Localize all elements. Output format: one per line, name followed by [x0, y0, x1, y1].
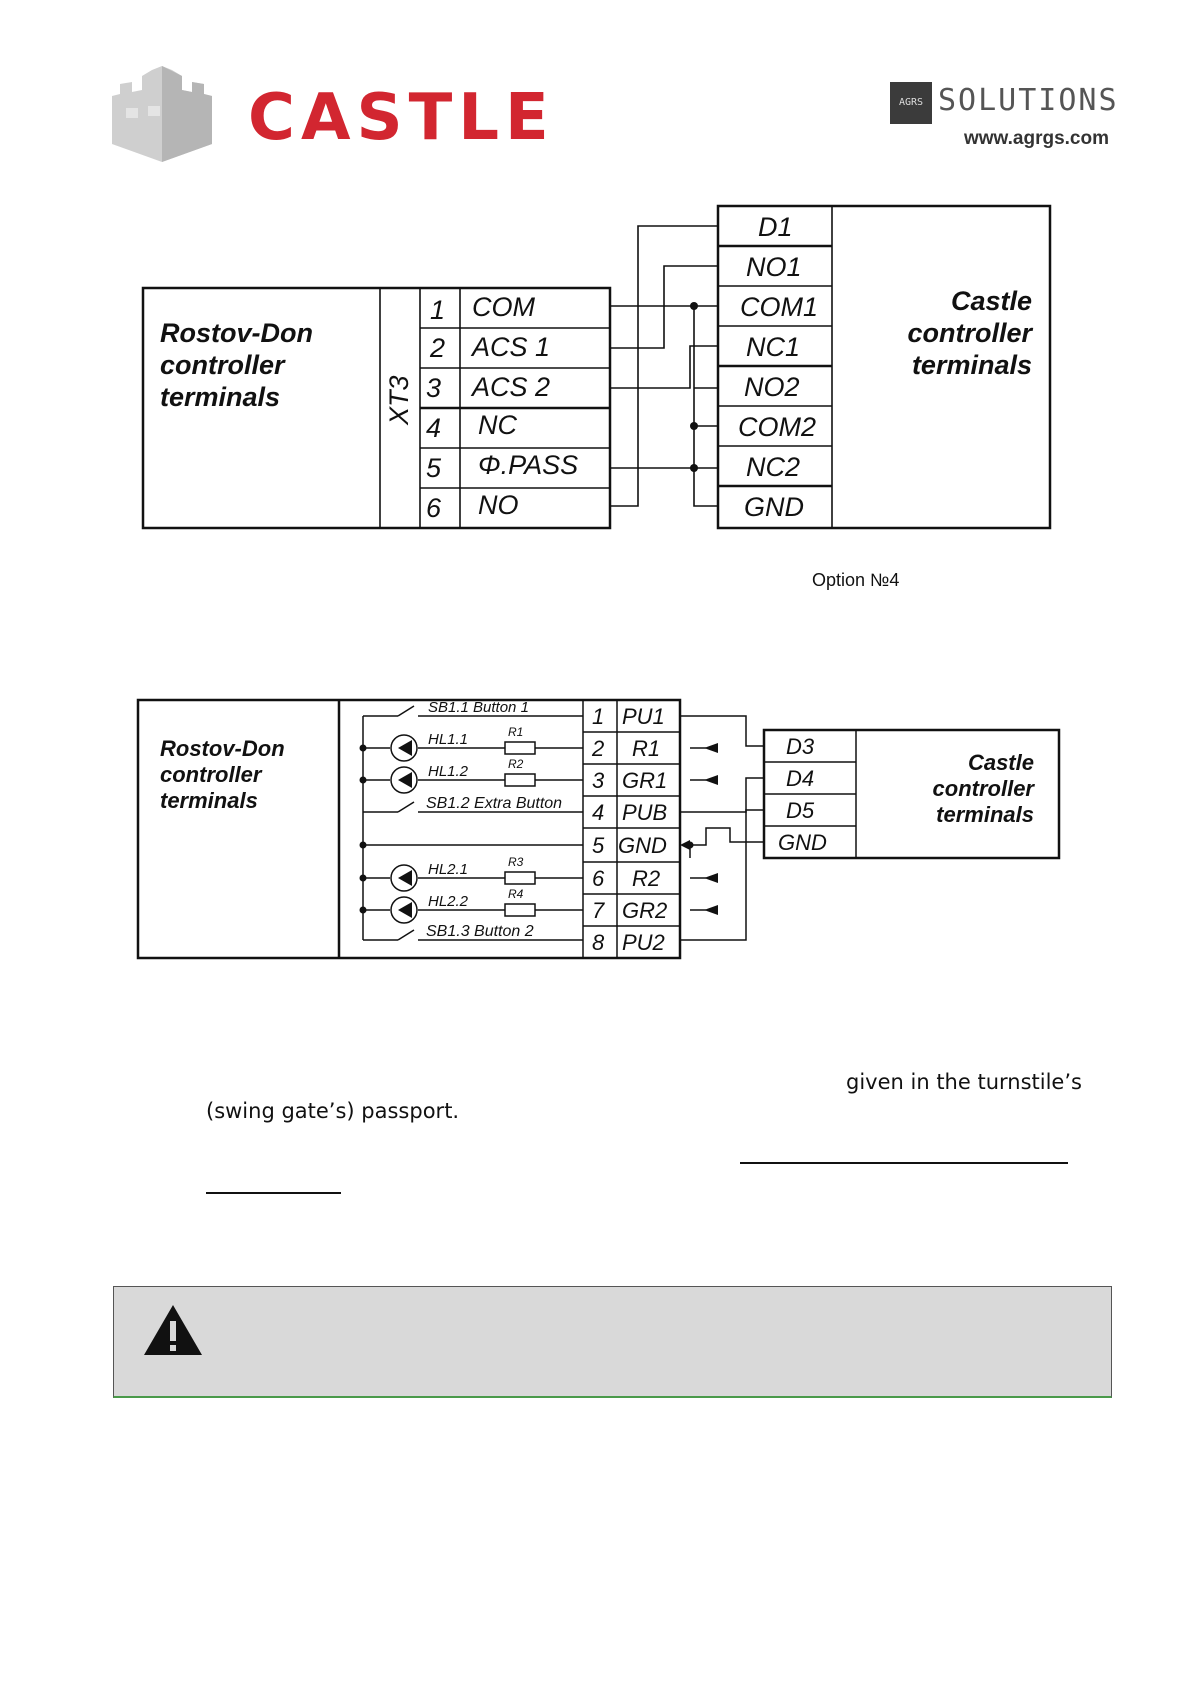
pin-name: NC [478, 410, 517, 440]
component-label: R2 [508, 757, 524, 771]
pin-name: GND [618, 833, 667, 858]
pin-name: GR1 [622, 768, 668, 793]
pin-number: 1 [430, 295, 446, 325]
pin-name: ACS 1 [472, 332, 551, 362]
castle-terminal: NC2 [746, 452, 801, 482]
brand-name: CASTLE [248, 81, 555, 155]
pin-number: 5 [592, 833, 605, 858]
pin-name: NO [478, 490, 519, 520]
connector-label: XT3 [384, 375, 414, 425]
website-link[interactable]: www.agrgs.com [964, 128, 1109, 149]
component-label: SB1.3 Button 2 [426, 923, 534, 940]
pin-name: Φ.PASS [478, 450, 579, 480]
pin-number: 1 [592, 704, 605, 729]
castle-title-line: controller [932, 776, 1034, 801]
component-label: R3 [508, 855, 524, 869]
castle-title-line: Castle [950, 286, 1032, 316]
component-label: HL2.2 [428, 893, 469, 910]
castle-title-line: terminals [911, 350, 1032, 380]
rostov-title-line: Rostov-Don [160, 318, 313, 348]
component-label: HL1.1 [428, 731, 469, 748]
pin-name: GR2 [622, 898, 668, 923]
warning-box [113, 1286, 1112, 1398]
pin-name: R2 [632, 866, 661, 891]
component-label: R1 [508, 725, 524, 739]
castle-terminal: COM2 [738, 412, 817, 442]
castle-terminal: COM1 [740, 292, 819, 322]
castle-terminal: D1 [758, 212, 793, 242]
pin-name: PU2 [622, 930, 665, 955]
rostov-title-line: Rostov-Don [160, 736, 285, 761]
castle-terminal: NO2 [744, 372, 800, 402]
underline-rule [740, 1162, 1068, 1164]
castle-title-line: Castle [967, 750, 1034, 775]
castle-title-line: terminals [936, 802, 1034, 827]
pin-number: 6 [426, 493, 442, 523]
component-label: HL2.1 [428, 861, 469, 878]
rostov-title-line: terminals [160, 788, 258, 813]
pin-number: 7 [592, 898, 605, 923]
warning-icon [142, 1303, 204, 1357]
castle-terminal: D5 [786, 798, 815, 823]
castle-terminal: NC1 [746, 332, 801, 362]
pin-number: 4 [592, 800, 605, 825]
pin-number: 2 [592, 736, 605, 761]
rostov-title-line: controller [160, 762, 262, 787]
pin-number: 4 [426, 413, 442, 443]
pin-name: R1 [632, 736, 661, 761]
component-label: HL1.2 [428, 763, 469, 780]
option-caption: Option №4 [812, 570, 900, 590]
pin-number: 8 [592, 930, 605, 955]
pin-name: PUB [622, 800, 668, 825]
pin-name: ACS 2 [472, 372, 551, 402]
castle-terminal: D4 [786, 766, 815, 791]
pin-number: 2 [430, 333, 446, 363]
castle-terminal: GND [744, 492, 804, 522]
castle-title-line: controller [907, 318, 1032, 348]
castle-terminal: NO1 [746, 252, 802, 282]
underline-rule [206, 1192, 341, 1194]
pin-number: 5 [426, 453, 442, 483]
pin-number: 3 [592, 768, 605, 793]
pin-number: 3 [426, 373, 442, 403]
rostov-title-line: terminals [160, 382, 281, 412]
castle-terminal: D3 [786, 734, 815, 759]
paragraph-line: (swing gate’s) passport. [206, 1099, 460, 1123]
rostov-title-line: controller [160, 350, 285, 380]
component-label: SB1.1 Button 1 [428, 699, 529, 716]
solutions-wordmark: SOLUTIONS [938, 83, 1119, 118]
pin-name: COM [472, 292, 535, 322]
component-label: SB1.2 Extra Button [426, 795, 563, 812]
agrs-logo-icon: AGRS [890, 82, 932, 124]
paragraph-line: given in the turnstile’s [846, 1070, 1082, 1094]
pin-name: PU1 [622, 704, 665, 729]
component-label: R4 [508, 887, 524, 901]
castle-terminal: GND [778, 830, 827, 855]
pin-number: 6 [592, 866, 605, 891]
